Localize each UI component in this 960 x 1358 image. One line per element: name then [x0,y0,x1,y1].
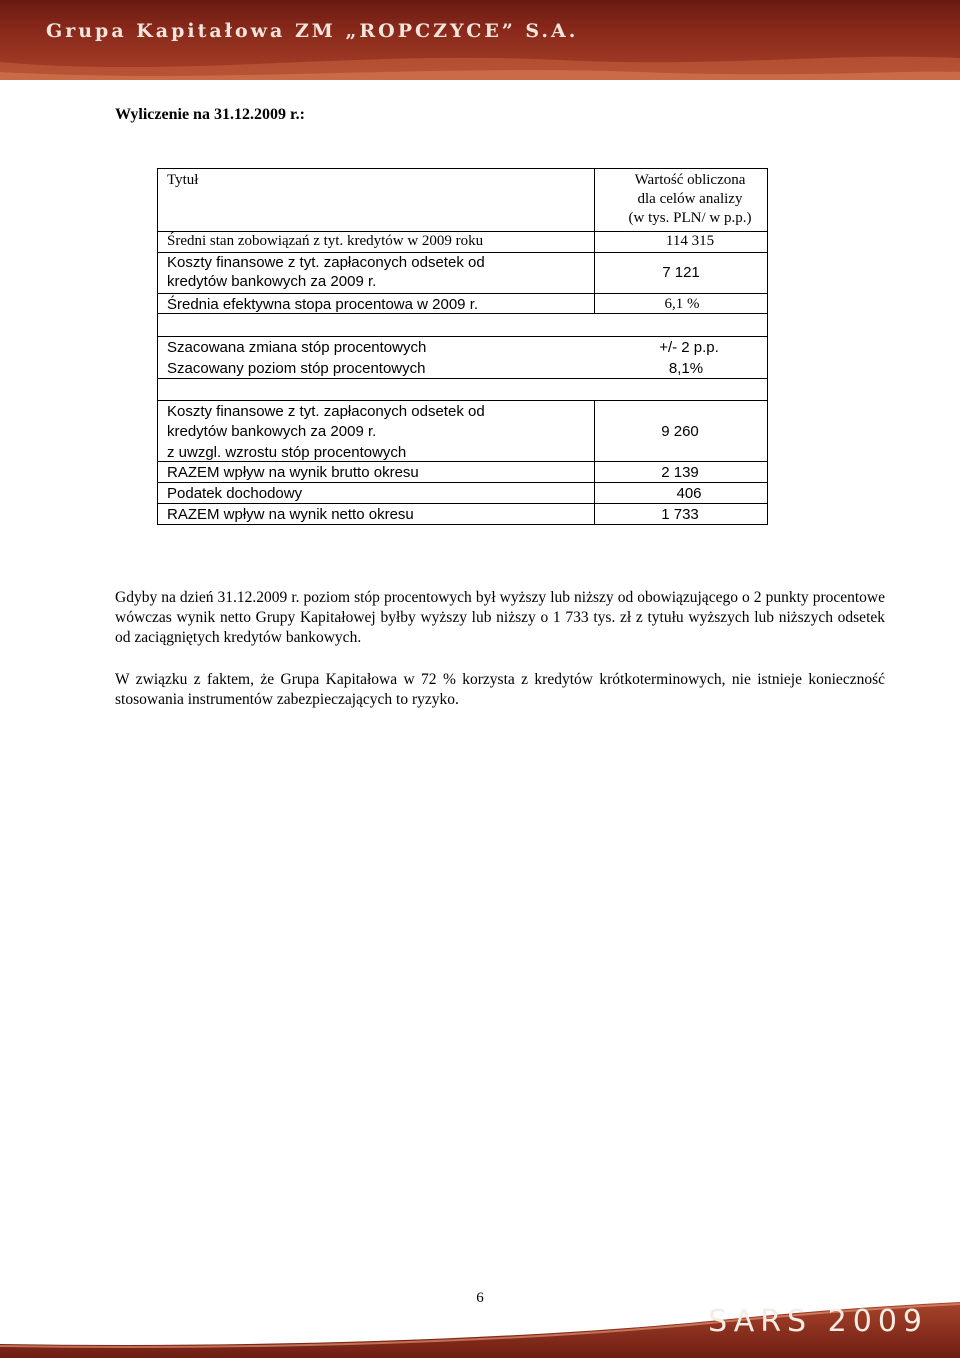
row-value-effective-rate: 6,1 % [664,296,700,312]
row-value-total-net: 1 733 [661,506,699,523]
row-value-finance-costs: 7 121 [662,264,700,281]
header-banner [0,0,960,80]
header-title: Grupa Kapitałowa ZM „ROPCZYCE” S.A. [46,20,579,42]
row-label-avg-debt: Średni stan zobowiązań z tyt. kredytów w 2009 roku [167,233,484,249]
row-label-finance-costs-line-1: Koszty finansowe z tyt. zapłaconych odsetek od [167,254,485,271]
row-label-finance-costs-line-2: kredytów bankowych za 2009 r. [167,273,377,290]
row-label-total-gross: RAZEM wpływ na wynik brutto okresu [167,464,419,481]
row-value-rate-change: +/- 2 p.p. [659,339,719,356]
row-label-total-net: RAZEM wpływ na wynik netto okresu [167,506,414,523]
paragraph-hedging: W związku z faktem, że Grupa Kapitałowa w 72 % korzysta z kredytów krótkoterminowych, nie istnieje konieczność stosowania instrumentów zabezpieczających to ryzyko. [115,671,885,708]
paragraph-sensitivity: Gdyby na dzień 31.12.2009 r. poziom stóp procentowych był wyższy lub niższy od obowiązującego o 2 punkty procentowe wówczas wynik netto Grupy Kapitałowej byłby wyższy lub niższy o 1 733 tys. zł z tytułu wyższych lub niższych odsetek od zaciągniętych kredytów bankowych. [115,589,885,646]
column-header-title: Tytuł [167,172,199,188]
row-label-effective-rate: Średnia efektywna stopa procentowa w 2009 r. [167,296,479,313]
row-label-adjusted-costs-line-3: z uwzgl. wzrostu stóp procentowych [167,444,407,461]
row-label-rate-level: Szacowany poziom stóp procentowych [167,360,426,377]
row-value-avg-debt: 114 315 [665,233,715,249]
row-value-income-tax: 406 [676,485,702,502]
row-label-income-tax: Podatek dochodowy [167,485,303,502]
column-header-value-line-1: Wartość obliczona [634,172,746,188]
row-value-rate-level: 8,1% [668,360,704,377]
page-number: 6 [476,1290,484,1306]
section-heading: Wyliczenie na 31.12.2009 r.: [115,106,305,123]
footer-title: SARS 2009 [708,1304,928,1339]
row-label-rate-change: Szacowana zmiana stóp procentowych [167,339,427,356]
row-value-total-gross: 2 139 [661,464,699,481]
row-label-adjusted-costs-line-1: Koszty finansowe z tyt. zapłaconych odsetek od [167,403,485,420]
row-value-adjusted-costs: 9 260 [661,423,699,440]
row-label-adjusted-costs-line-2: kredytów bankowych za 2009 r. [167,423,377,440]
column-header-value-line-2: dla celów analizy [637,191,743,207]
column-header-value-line-3: (w tys. PLN/ w p.p.) [628,210,752,226]
interest-rate-table [157,168,768,525]
